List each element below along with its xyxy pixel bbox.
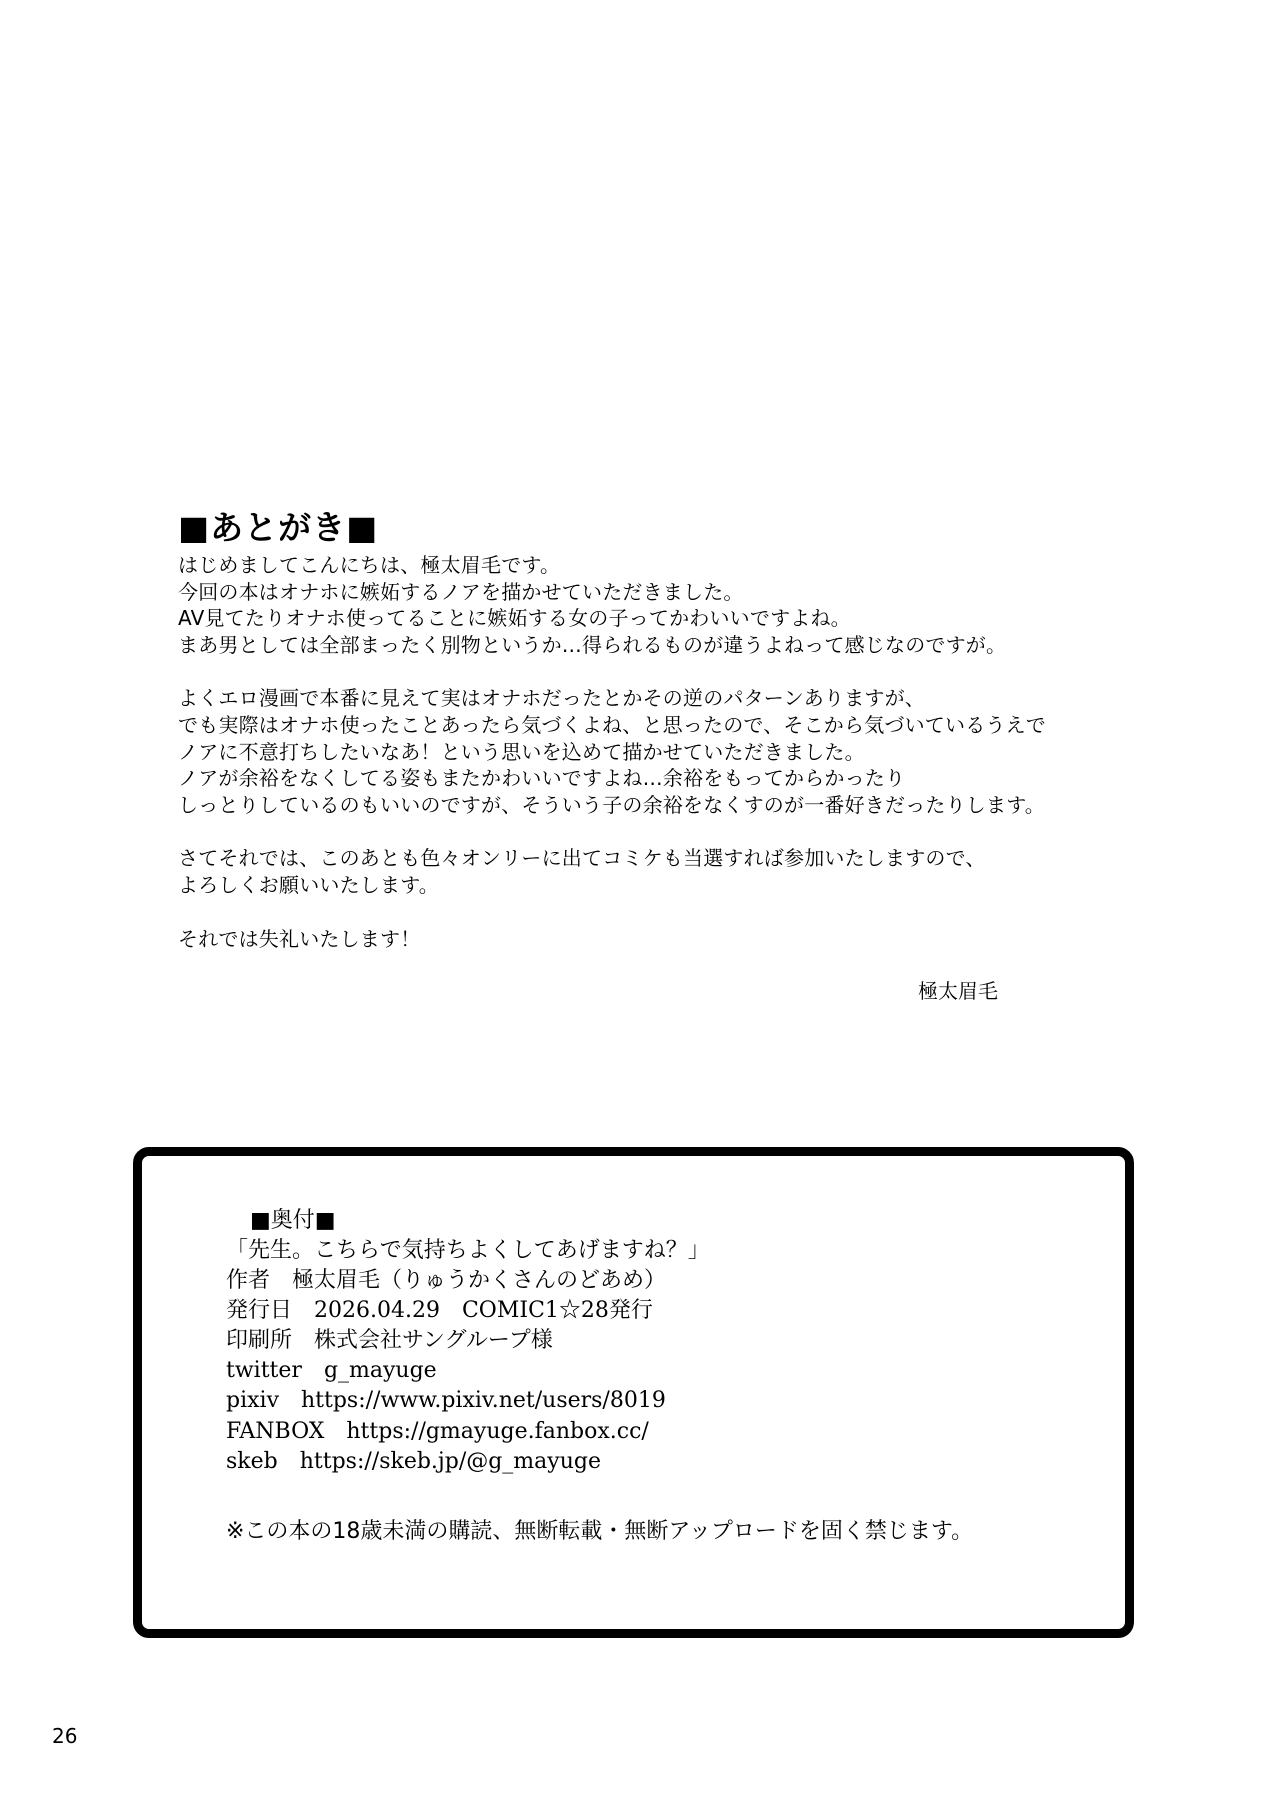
colophon-row-date (226, 1296, 1106, 1326)
colophon-label: 作者 (226, 1268, 271, 1294)
afterword-line: ノアが余裕をなくしてる姿もまたかわいいですよね…余裕をもってからかったり (178, 766, 906, 791)
colophon-label: FANBOX (226, 1418, 325, 1444)
afterword-line: しっとりしているのもいいのですが、そういう子の余裕をなくすのが一番好きだったりします。 (178, 792, 1045, 817)
colophon-row-fanbox (226, 1417, 1106, 1447)
afterword-line: まあ男としては全部まったく別物というか…得られるものが違うよねって感じなのですが。 (178, 632, 1007, 657)
afterword-paragraph (178, 845, 1178, 898)
colophon-label: 発行日 (226, 1298, 293, 1324)
colophon-row-author (226, 1266, 1106, 1296)
colophon-value: 株式会社サングループ様 (314, 1328, 553, 1354)
afterword-paragraph (178, 685, 1178, 818)
colophon-value: https://gmayuge.fanbox.cc/ (346, 1418, 649, 1444)
afterword-line: ノアに不意打ちしたいなあ！という思いを込めて描かせていただきました。 (178, 739, 865, 764)
colophon-notice: ※この本の18歳未満の購読、無断転載・無断アップロードを固く禁じます。 (226, 1518, 974, 1544)
colophon-value: https://www.pixiv.net/users/8019 (301, 1388, 666, 1414)
colophon-value: 2026.04.29 COMIC1☆28発行 (314, 1298, 653, 1324)
afterword-paragraph (178, 926, 1178, 953)
colophon-row-pixiv (226, 1386, 1106, 1416)
colophon-row-skeb (226, 1447, 1106, 1477)
colophon-book-title: 「先生。こちらで気持ちよくしてあげますね？」 (226, 1238, 710, 1263)
afterword-line: AV見てたりオナホ使ってることに嫉妬する女の子ってかわいいですよね。 (178, 606, 851, 631)
colophon-value: 極太眉毛（りゅうかくさんのどあめ） (292, 1268, 667, 1294)
colophon-title: ■奥付■ (250, 1208, 336, 1233)
afterword-signature: 極太眉毛 (918, 979, 998, 1003)
colophon-row-twitter (226, 1356, 1106, 1386)
colophon-label: twitter (226, 1358, 302, 1384)
afterword-paragraph (178, 552, 1178, 658)
afterword-title: ■あとがき■ (178, 508, 379, 547)
afterword-section (178, 506, 1178, 952)
afterword-line: 今回の本はオナホに嫉妬するノアを描かせていただきました。 (178, 579, 744, 604)
colophon-content (226, 1206, 1106, 1547)
afterword-line: それでは失礼いたします！ (178, 926, 421, 951)
afterword-line: でも実際はオナホ使ったことあったら気づくよね、と思ったので、そこから気づいているうえで (178, 712, 1046, 737)
afterword-line: よくエロ漫画で本番に見えて実はオナホだったとかその逆のパターンありますが、 (178, 686, 925, 711)
colophon-box (133, 1147, 1134, 1638)
colophon-label: pixiv (226, 1388, 279, 1414)
page-number: 26 (52, 1724, 78, 1748)
afterword-line: さてそれでは、このあとも色々オンリーに出てコミケも当選すれば参加いたしますので、 (178, 846, 986, 871)
colophon-value: https://skeb.jp/@g_mayuge (299, 1448, 601, 1474)
colophon-row-printer (226, 1326, 1106, 1356)
colophon-label: 印刷所 (226, 1328, 293, 1354)
colophon-label: skeb (226, 1448, 278, 1474)
afterword-line: はじめましてこんにちは、極太眉毛です。 (178, 553, 561, 577)
afterword-line: よろしくお願いいたします。 (178, 872, 439, 897)
colophon-value: g_mayuge (323, 1358, 437, 1384)
